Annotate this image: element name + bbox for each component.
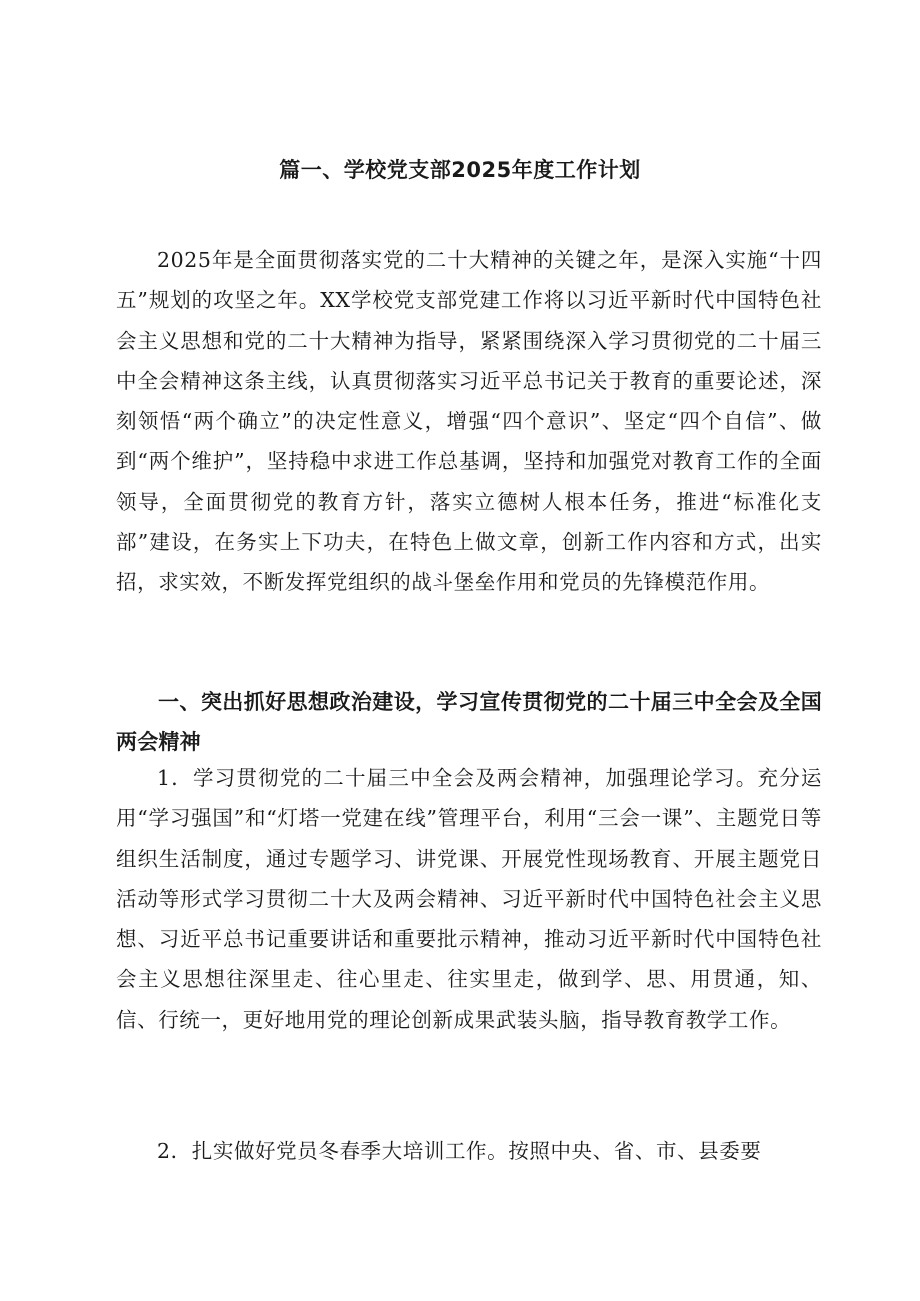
intro-paragraph: 2025年是全面贯彻落实党的二十大精神的关键之年，是深入实施“十四五”规划的攻坚之年。XX学校党支部党建工作将以习近平新时代中国特色社会主义思想和党的二十大精神为指导，紧紧围绕深入学习贯彻党的二十届三中全会精神这条主线，认真贯彻落实习近平总书记关于教育的重要论述，深刻领悟“两个确立”的决定性意义，增强“四个意识”、坚定“四个自信”、做到“两个维护”，坚持稳中求进工作总基调，坚持和加强党对教育工作的全面领导，全面贯彻党的教育方针，落实立德树人根本任务，推进“标准化支部”建设，在务实上下功夫，在特色上做文章，创新工作内容和方式，出实招，求实效，不断发挥党组织的战斗堡垒作用和党员的先锋模范作用。 [116, 248, 822, 595]
section-heading: 一、突出抓好思想政治建设，学习宣传贯彻党的二十届三中全会及全国两会精神 [116, 690, 822, 754]
item-2-paragraph: 2．扎实做好党员冬春季大培训工作。按照中央、省、市、县委要 [157, 1139, 762, 1163]
item-1-paragraph: 1．学习贯彻党的二十届三中全会及两会精神，加强理论学习。充分运用“学习强国”和“灯塔一党建在线”管理平台，利用“三会一课”、主题党日等组织生活制度，通过专题学习、讲党课、开展党性现场教育、开展主题党日活动等形式学习贯彻二十大及两会精神、习近平新时代中国特色社会主义思想、习近平总书记重要讲话和重要批示精神，推动习近平新时代中国特色社会主义思想往深里走、往心里走、往实里走，做到学、思、用贯通，知、信、行统一，更好地用党的理论创新成果武装头脑，指导教育教学工作。 [116, 766, 822, 1032]
document-title: 篇一、学校党支部2025年度工作计划 [279, 158, 641, 182]
